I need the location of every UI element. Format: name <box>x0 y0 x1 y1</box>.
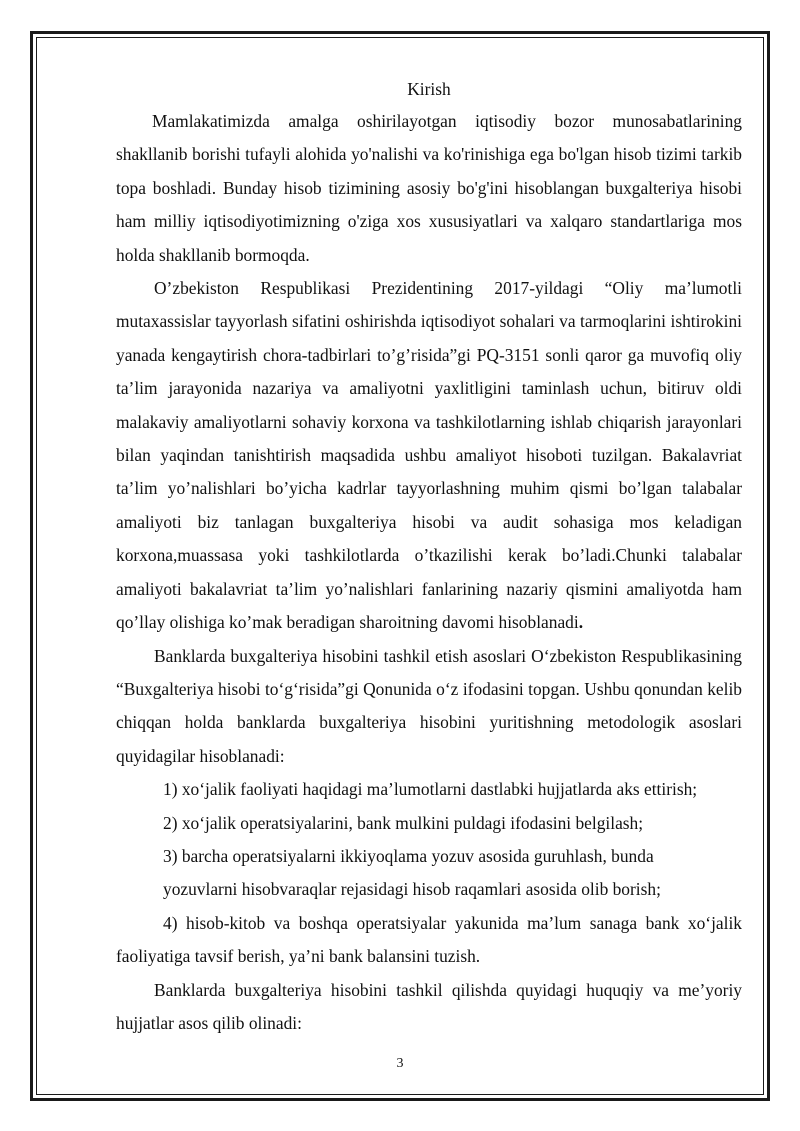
paragraph-legal-documents: Banklarda buxgalteriya hisobini tashkil qilishda quyidagi huquqiy va me’yoriy hujjatlar asos qilib olinadi: <box>116 979 742 1033</box>
paragraph-president-decree-text: O’zbekiston Respublikasi Prezidentining 2017-yildagi “Oliy ma’lumotli mutaxassislar tayyorlash sifatini oshirishda iqtisodiyot sohalari va tarmoqlarini ishtirokini yanada kengaytirish chora-tadbirlari to’g’risida”gi PQ-3151 sonli qaror ga muvofiq oliy ta’lim jarayonida nazariya va amaliyotni yaxlitligini taminlash uchun, bitiruv oldi malakaviy amaliyotlarni sohaviy korxona va tashkilotlarning ishlab chiqarish jarayonlari bilan yaqindan tanishtirish maqsadida ushbu amaliyot hisoboti tuzilgan. Bakalavriat ta’lim yo’nalishlari bo’yicha kadrlar tayyorlashning muhim qismi bo’lgan talabalar amaliyoti biz tanlagan buxgalteriya hisobi va audit sohasiga mos keladigan korxona,muassasa yoki tashkilotlarda o’tkazilishi kerak bo’ladi.Chunki talabalar amaliyoti bakalavriat ta’lim yo’nalishlari fanlarining nazariy qismini amaliyotda ham qo’llay olishiga ko’mak beradigan sharoitning davomi hisoblanadi <box>116 278 742 633</box>
list-item-1: 1) xo‘jalik faoliyati haqidagi ma’lumotlarni dastlabki hujjatlarda aks ettirish; <box>163 779 698 800</box>
page-number: 3 <box>396 1056 404 1071</box>
document-body <box>116 74 742 1040</box>
paragraph-intro: Mamlakatimizda amalga oshirilayotgan iqtisodiy bozor munosabatlarining shakllanib borishi tufayli alohida yo'nalishi va ko'rinishiga ega bo'lgan hisob tizimi tarkib topa boshladi. Bunday hisob tizimining asosiy bo'g'ini hisoblangan buxgalteriya hisobi ham milliy iqtisodiyotimizning o'ziga xos xususiyatlari va xalqaro standartlariga mos holda shakllanib bormoqda. <box>116 111 742 265</box>
paragraph-bank-accounting: Banklarda buxgalteriya hisobini tashkil etish asoslari O‘zbekiston Respublikasining “Buxgalteriya hisobi to‘g‘risida”gi Qonunida o‘z ifodasini topgan. Ushbu qonundan kelib chiqqan holda banklarda buxgalteriya hisobini yuritishning metodologik asoslari quyidagilar hisoblanadi: <box>116 645 742 766</box>
list-item-2: 2) xo‘jalik operatsiyalarini, bank mulkini puldagi ifodasini belgilash; <box>163 812 644 833</box>
list-item-3-continued: yozuvlarni hisobvaraqlar rejasidagi hisob raqamlari asosida olib borish; <box>163 879 661 900</box>
paragraph-end-period: . <box>578 612 584 633</box>
list-item-3: 3) barcha operatsiyalarni ikkiyoqlama yozuv asosida guruhlash, bunda <box>163 845 654 866</box>
section-title: Kirish <box>407 79 451 99</box>
paragraph-president-decree <box>116 272 742 639</box>
list-item-4: 4) hisob-kitob va boshqa operatsiyalar yakunida ma’lum sanaga bank xo‘jalik faoliyatiga tavsif berish, ya’ni bank balansini tuzish. <box>116 912 742 967</box>
